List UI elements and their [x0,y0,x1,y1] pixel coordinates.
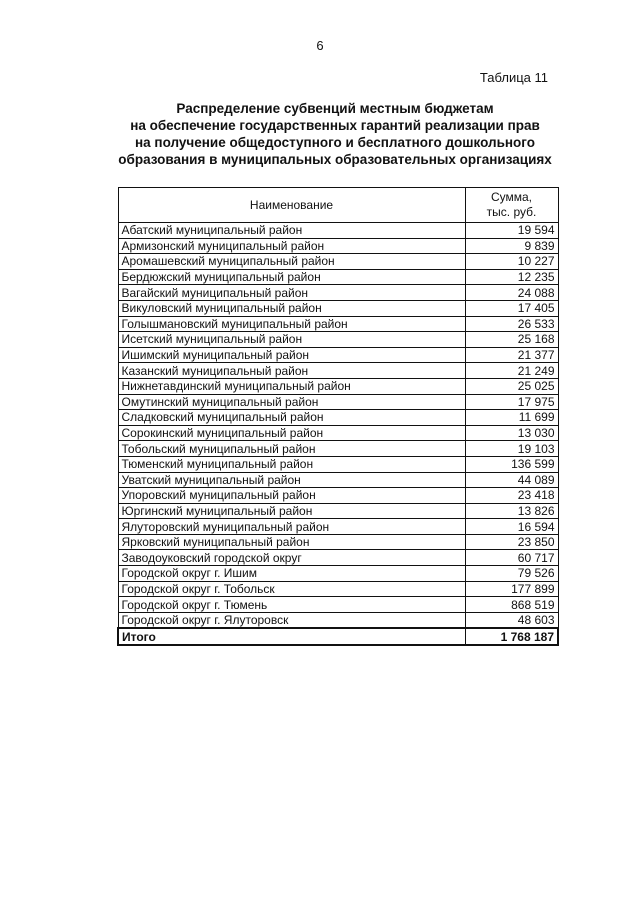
subvention-amount: 44 089 [465,472,558,488]
municipality-name: Сорокинский муниципальный район [118,425,465,441]
table-header-row [118,188,558,223]
subvention-amount: 60 717 [465,550,558,566]
table-row [118,503,558,519]
subvention-amount: 48 603 [465,612,558,628]
subvention-amount: 17 975 [465,394,558,410]
subvention-amount: 19 103 [465,441,558,457]
subvention-amount: 21 377 [465,347,558,363]
subvention-amount: 25 025 [465,378,558,394]
municipality-name: Упоровский муниципальный район [118,488,465,504]
header-amount-line1: Сумма, [490,190,533,204]
subvention-amount: 25 168 [465,332,558,348]
table-body [118,223,558,646]
table-row [118,488,558,504]
table-row [118,425,558,441]
table-row [118,316,558,332]
table-row [118,285,558,301]
municipality-name: Сладковский муниципальный район [118,410,465,426]
total-row [118,628,558,645]
table-row [118,550,558,566]
subvention-amount: 26 533 [465,316,558,332]
municipality-name: Абатский муниципальный район [118,223,465,239]
subvention-amount: 79 526 [465,566,558,582]
subvention-amount: 11 699 [465,410,558,426]
subvention-amount: 24 088 [465,285,558,301]
subvention-amount: 16 594 [465,519,558,535]
header-name: Наименование [118,188,465,223]
total-label: Итого [118,628,465,645]
subvention-amount: 9 839 [465,238,558,254]
table-row [118,238,558,254]
table-row [118,394,558,410]
document-title [100,100,570,168]
table-row [118,378,558,394]
table-row [118,269,558,285]
municipality-name: Бердюжский муниципальный район [118,269,465,285]
table-row [118,300,558,316]
title-line: на получение общедоступного и бесплатного дошкольного [135,135,535,150]
table-row [118,254,558,270]
municipality-name: Голышмановский муниципальный район [118,316,465,332]
subvention-table [117,187,559,646]
subvention-amount: 17 405 [465,300,558,316]
municipality-name: Заводоуковский городской округ [118,550,465,566]
table-row [118,566,558,582]
municipality-name: Ярковский муниципальный район [118,534,465,550]
municipality-name: Тюменский муниципальный район [118,456,465,472]
table-row [118,410,558,426]
table-row [118,534,558,550]
header-amount-line2: тыс. руб. [486,205,537,219]
municipality-name: Нижнетавдинский муниципальный район [118,378,465,394]
municipality-name: Тобольский муниципальный район [118,441,465,457]
subvention-amount: 13 826 [465,503,558,519]
table-label: Таблица 11 [479,70,548,85]
municipality-name: Исетский муниципальный район [118,332,465,348]
municipality-name: Уватский муниципальный район [118,472,465,488]
table-row [118,441,558,457]
subvention-amount: 19 594 [465,223,558,239]
municipality-name: Городской округ г. Тюмень [118,597,465,613]
municipality-name: Омутинский муниципальный район [118,394,465,410]
municipality-name: Викуловский муниципальный район [118,300,465,316]
table-row [118,347,558,363]
header-amount [465,188,558,223]
municipality-name: Ялуторовский муниципальный район [118,519,465,535]
municipality-name: Вагайский муниципальный район [118,285,465,301]
title-line: образования в муниципальных образовательных организациях [118,152,552,167]
subvention-amount: 10 227 [465,254,558,270]
title-line: на обеспечение государственных гарантий реализации прав [130,118,540,133]
total-amount: 1 768 187 [465,628,558,645]
table-row [118,472,558,488]
title-line: Распределение субвенций местным бюджетам [176,101,494,116]
subvention-amount: 177 899 [465,581,558,597]
subvention-amount: 23 850 [465,534,558,550]
table-row [118,612,558,628]
municipality-name: Юргинский муниципальный район [118,503,465,519]
municipality-name: Городской округ г. Ишим [118,566,465,582]
table-row [118,363,558,379]
subvention-amount: 13 030 [465,425,558,441]
municipality-name: Городской округ г. Тобольск [118,581,465,597]
municipality-name: Городской округ г. Ялуторовск [118,612,465,628]
municipality-name: Ишимский муниципальный район [118,347,465,363]
subvention-amount: 136 599 [465,456,558,472]
table-row [118,456,558,472]
municipality-name: Аромашевский муниципальный район [118,254,465,270]
table-row [118,519,558,535]
subvention-amount: 12 235 [465,269,558,285]
subvention-amount: 23 418 [465,488,558,504]
table-row [118,581,558,597]
table-row [118,597,558,613]
table-row [118,223,558,239]
table-row [118,332,558,348]
municipality-name: Армизонский муниципальный район [118,238,465,254]
municipality-name: Казанский муниципальный район [118,363,465,379]
subvention-amount: 868 519 [465,597,558,613]
subvention-amount: 21 249 [465,363,558,379]
page-number: 6 [316,38,324,53]
